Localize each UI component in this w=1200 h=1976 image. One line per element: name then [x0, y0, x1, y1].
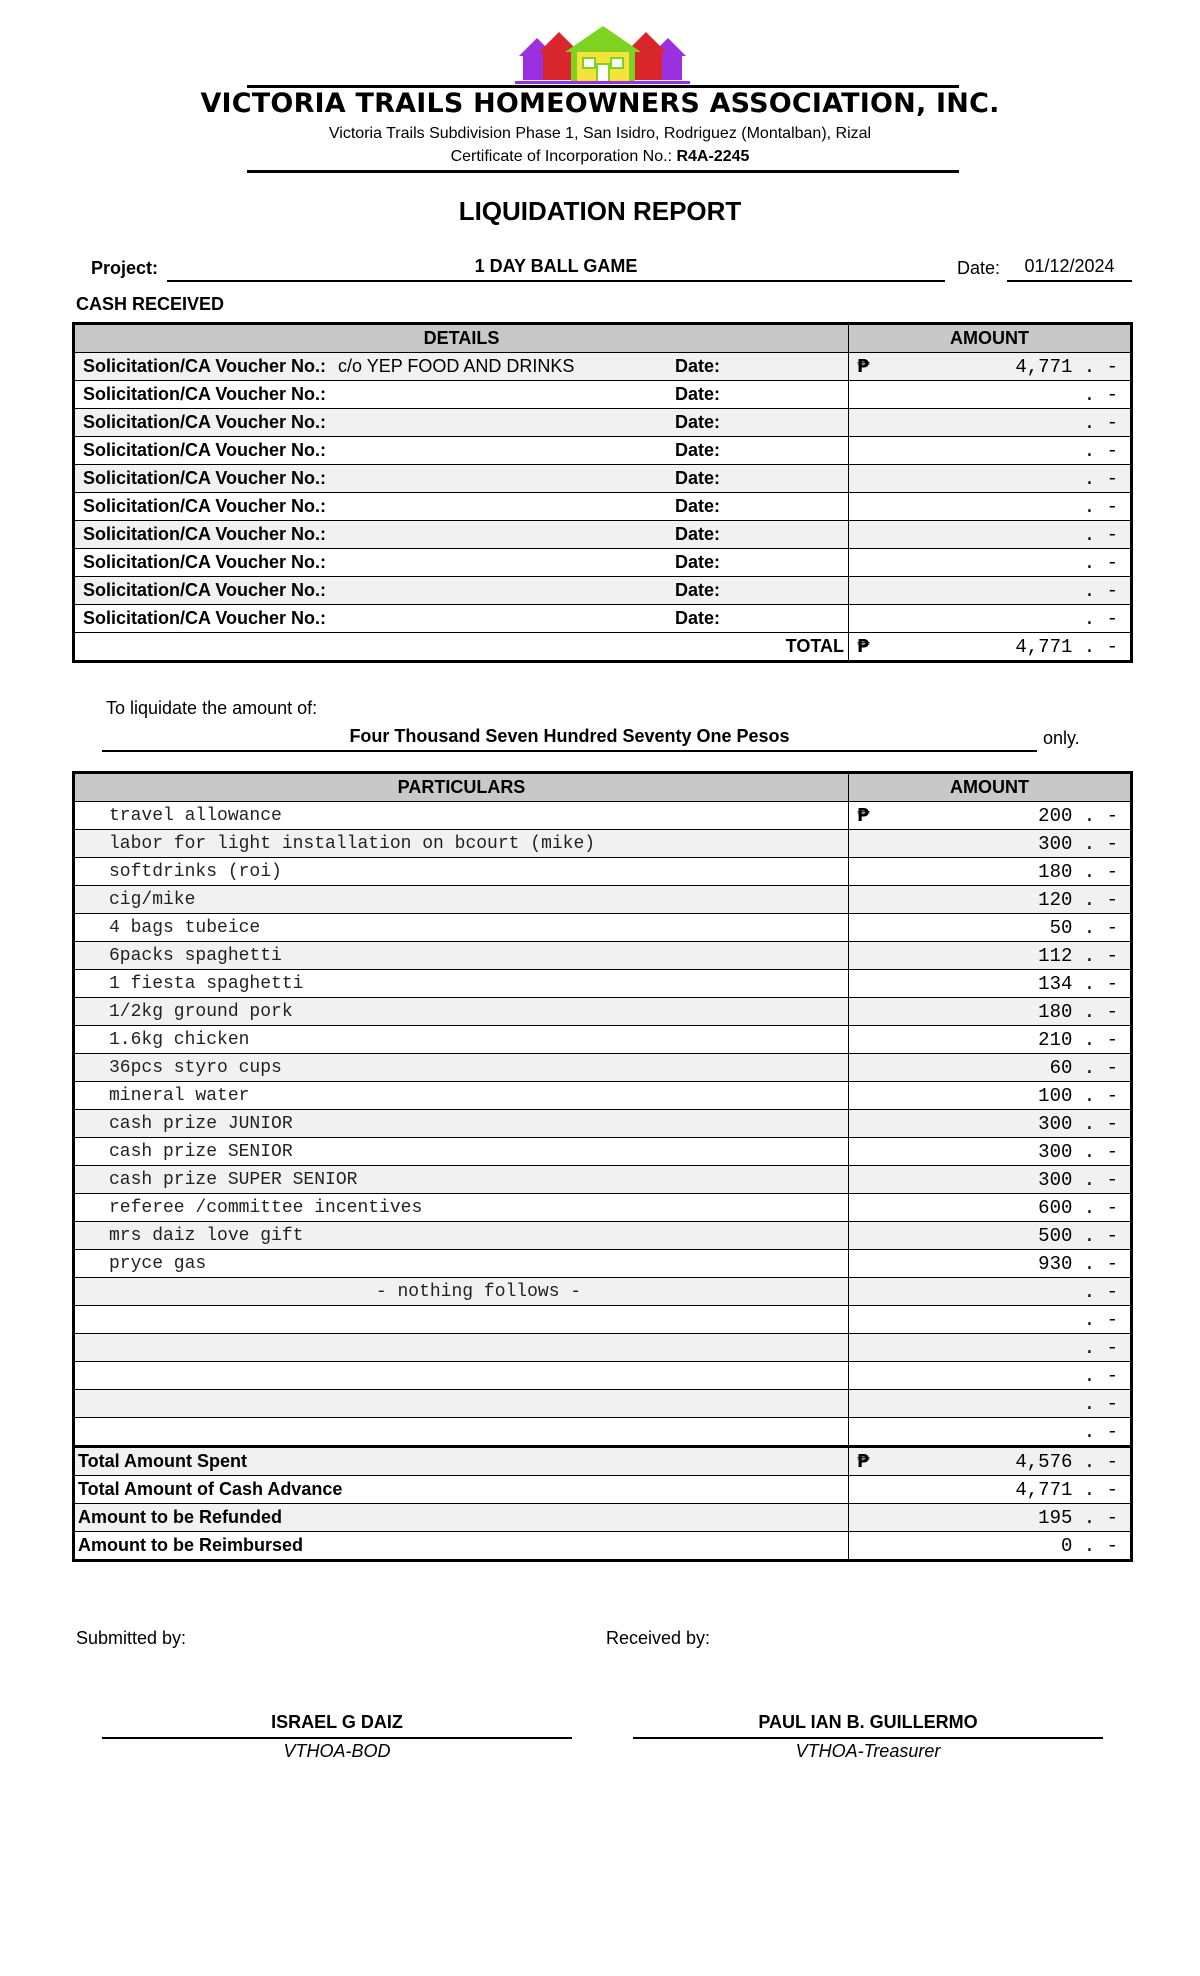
peso-sign: ₱	[857, 805, 870, 826]
voucher-amount	[849, 381, 1132, 409]
particular-amount	[849, 998, 1132, 1026]
particular-amount	[849, 1278, 1132, 1306]
particular-item	[74, 1418, 849, 1447]
amount-value-wrap	[849, 1418, 1130, 1445]
date-label: Date:	[957, 258, 1001, 278]
voucher-date-label: Date:	[675, 580, 721, 600]
voucher-detail	[74, 353, 849, 381]
particular-amount	[849, 942, 1132, 970]
amount-value-wrap	[849, 1222, 1130, 1249]
liquidate-label: To liquidate the amount of:	[106, 698, 318, 718]
amount-value-wrap	[849, 493, 1130, 520]
particular-amount	[849, 1306, 1132, 1334]
voucher-detail	[74, 437, 849, 465]
amount-in-words: Four Thousand Seven Hundred Seventy One Pesos	[102, 726, 1037, 752]
amount-value: 180 . -	[1038, 1001, 1118, 1023]
cash-received-row	[74, 605, 1132, 633]
voucher-date-label: Date:	[675, 468, 721, 488]
particular-item	[74, 1334, 849, 1362]
voucher-label: Solicitation/CA Voucher No.:	[83, 608, 327, 628]
amount-value-wrap	[849, 1110, 1130, 1137]
amount-value-wrap	[849, 353, 1130, 380]
organization-name: VICTORIA TRAILS HOMEOWNERS ASSOCIATION, INC.	[200, 88, 1000, 119]
amount-value: . -	[1083, 384, 1118, 406]
particular-amount	[849, 914, 1132, 942]
voucher-date-label: Date:	[675, 356, 721, 376]
voucher-detail	[74, 465, 849, 493]
voucher-amount	[849, 577, 1132, 605]
summary-label: Total Amount Spent	[74, 1447, 849, 1476]
amount-value-wrap	[849, 1138, 1130, 1165]
cash-received-row	[74, 493, 1132, 521]
particular-item: cash prize SUPER SENIOR	[74, 1166, 849, 1194]
summary-amount	[849, 1447, 1132, 1476]
amount-value-wrap	[849, 998, 1130, 1025]
amount-value-wrap	[849, 1054, 1130, 1081]
particular-row	[74, 1278, 1132, 1306]
amount-value: . -	[1083, 468, 1118, 490]
amount-value-wrap	[849, 1390, 1130, 1417]
amount-value: 195 . -	[1038, 1507, 1118, 1529]
voucher-label: Solicitation/CA Voucher No.:	[83, 552, 327, 572]
voucher-detail	[74, 409, 849, 437]
amount-value-wrap	[849, 886, 1130, 913]
amount-value: 500 . -	[1038, 1225, 1118, 1247]
particular-item: referee /committee incentives	[74, 1194, 849, 1222]
amount-value: . -	[1083, 440, 1118, 462]
particular-amount	[849, 802, 1132, 830]
particular-amount	[849, 830, 1132, 858]
particular-amount	[849, 886, 1132, 914]
amount-value-wrap	[849, 1194, 1130, 1221]
particular-item: cash prize JUNIOR	[74, 1110, 849, 1138]
voucher-label: Solicitation/CA Voucher No.:	[83, 384, 327, 404]
voucher-amount	[849, 549, 1132, 577]
summary-label: Amount to be Refunded	[74, 1504, 849, 1532]
amount-value: 210 . -	[1038, 1029, 1118, 1051]
page-title: LIQUIDATION REPORT	[458, 196, 742, 226]
particular-item: mrs daiz love gift	[74, 1222, 849, 1250]
voucher-amount	[849, 521, 1132, 549]
summary-amount	[849, 1504, 1132, 1532]
amount-value: . -	[1083, 580, 1118, 602]
amount-value-wrap	[849, 1166, 1130, 1193]
particular-amount	[849, 1054, 1132, 1082]
amount-value: 112 . -	[1038, 945, 1118, 967]
particular-row	[74, 914, 1132, 942]
voucher-date-label: Date:	[675, 524, 721, 544]
submitted-by-role: VTHOA-BOD	[283, 1741, 391, 1761]
particular-amount	[849, 1418, 1132, 1447]
particular-amount	[849, 1138, 1132, 1166]
particular-amount	[849, 1362, 1132, 1390]
amount-value: . -	[1083, 524, 1118, 546]
particular-amount	[849, 1222, 1132, 1250]
peso-sign: ₱	[857, 1451, 870, 1472]
summary-row	[74, 1447, 1132, 1476]
amount-header: AMOUNT	[849, 324, 1132, 353]
amount-value: 200 . -	[1038, 805, 1118, 827]
particular-item	[74, 1362, 849, 1390]
cash-received-label: CASH RECEIVED	[76, 294, 225, 314]
amount-value-wrap	[849, 633, 1130, 660]
amount-value-wrap	[849, 381, 1130, 408]
voucher-date-label: Date:	[675, 412, 721, 432]
particular-item: travel allowance	[74, 802, 849, 830]
amount-value-wrap	[849, 577, 1130, 604]
summary-row	[74, 1532, 1132, 1561]
amount-value-wrap	[849, 830, 1130, 857]
amount-value-wrap	[849, 1082, 1130, 1109]
amount-value-wrap	[849, 802, 1130, 829]
total-amount	[849, 633, 1132, 662]
voucher-date-label: Date:	[675, 608, 721, 628]
amount-value-wrap	[849, 1250, 1130, 1277]
amount-value: . -	[1083, 1309, 1118, 1331]
amount-value-wrap	[849, 1334, 1130, 1361]
amount-value: 4,576 . -	[1015, 1451, 1118, 1473]
particular-row	[74, 998, 1132, 1026]
particular-row	[74, 1166, 1132, 1194]
summary-row	[74, 1504, 1132, 1532]
voucher-label: Solicitation/CA Voucher No.:	[83, 440, 327, 460]
received-by-role: VTHOA-Treasurer	[795, 1741, 941, 1761]
particular-row	[74, 1334, 1132, 1362]
voucher-date-label: Date:	[675, 384, 721, 404]
amount-value: . -	[1083, 412, 1118, 434]
particular-amount	[849, 858, 1132, 886]
amount-value: . -	[1083, 1393, 1118, 1415]
particular-item: mineral water	[74, 1082, 849, 1110]
voucher-value: c/o YEP FOOD AND DRINKS	[338, 356, 575, 376]
amount-value: . -	[1083, 1421, 1118, 1443]
submitted-by-label: Submitted by:	[76, 1628, 187, 1648]
particular-amount	[849, 1026, 1132, 1054]
particular-item: pryce gas	[74, 1250, 849, 1278]
amount-value: . -	[1083, 1337, 1118, 1359]
cash-received-total-row	[74, 633, 1132, 662]
summary-amount	[849, 1476, 1132, 1504]
particular-item: labor for light installation on bcourt (mike)	[74, 830, 849, 858]
voucher-amount	[849, 605, 1132, 633]
particular-amount	[849, 970, 1132, 998]
submitted-signature-line	[102, 1737, 572, 1739]
particulars-header: PARTICULARS	[74, 773, 849, 802]
particular-item: 1 fiesta spaghetti	[74, 970, 849, 998]
amount-in-words-suffix: only.	[1043, 728, 1080, 748]
particular-row	[74, 1362, 1132, 1390]
received-by-name: PAUL IAN B. GUILLERMO	[758, 1712, 978, 1732]
amount-value-wrap	[849, 942, 1130, 969]
voucher-detail	[74, 381, 849, 409]
amount-value: . -	[1083, 1281, 1118, 1303]
particular-item: cash prize SENIOR	[74, 1138, 849, 1166]
particular-amount	[849, 1194, 1132, 1222]
amount-value-wrap	[849, 465, 1130, 492]
voucher-date-label: Date:	[675, 496, 721, 516]
amount-value-wrap	[849, 970, 1130, 997]
particulars-table	[72, 771, 1133, 1562]
header-bottom-rule	[247, 170, 959, 173]
voucher-date-label: Date:	[675, 440, 721, 460]
voucher-label: Solicitation/CA Voucher No.:	[83, 496, 327, 516]
amount-value-wrap	[849, 858, 1130, 885]
voucher-label: Solicitation/CA Voucher No.:	[83, 468, 327, 488]
cash-received-table	[72, 322, 1133, 663]
particular-item: 4 bags tubeice	[74, 914, 849, 942]
summary-row	[74, 1476, 1132, 1504]
cash-received-row	[74, 521, 1132, 549]
amount-value: 100 . -	[1038, 1085, 1118, 1107]
amount-value-wrap	[849, 1026, 1130, 1053]
amount-value: 300 . -	[1038, 1141, 1118, 1163]
particular-amount	[849, 1166, 1132, 1194]
particular-item: cig/mike	[74, 886, 849, 914]
particular-item	[74, 1390, 849, 1418]
amount-value-wrap	[849, 1362, 1130, 1389]
amount-value-wrap	[849, 409, 1130, 436]
particular-row	[74, 942, 1132, 970]
peso-sign: ₱	[857, 636, 870, 657]
voucher-amount	[849, 353, 1132, 381]
total-label: TOTAL	[74, 633, 849, 662]
amount-value: 300 . -	[1038, 833, 1118, 855]
cash-received-row	[74, 381, 1132, 409]
amount-value: 120 . -	[1038, 889, 1118, 911]
particular-item	[74, 1306, 849, 1334]
amount-value: . -	[1083, 496, 1118, 518]
particular-row	[74, 1054, 1132, 1082]
voucher-label: Solicitation/CA Voucher No.:	[83, 580, 327, 600]
particular-row	[74, 1138, 1132, 1166]
voucher-detail	[74, 577, 849, 605]
cash-received-row	[74, 577, 1132, 605]
project-label: Project:	[91, 258, 159, 278]
amount-value: 50 . -	[1049, 917, 1118, 939]
particular-row	[74, 886, 1132, 914]
amount-value-wrap	[849, 605, 1130, 632]
amount-value: 134 . -	[1038, 973, 1118, 995]
particular-item: 36pcs styro cups	[74, 1054, 849, 1082]
particular-amount	[849, 1250, 1132, 1278]
amount-value: 60 . -	[1049, 1057, 1118, 1079]
particular-row	[74, 1250, 1132, 1278]
particular-row	[74, 1110, 1132, 1138]
particular-item: softdrinks (roi)	[74, 858, 849, 886]
amount-value: 4,771 . -	[1015, 356, 1118, 378]
particular-row	[74, 1222, 1132, 1250]
particular-row	[74, 1026, 1132, 1054]
voucher-detail	[74, 605, 849, 633]
particular-amount	[849, 1110, 1132, 1138]
particular-amount	[849, 1390, 1132, 1418]
amount-value: 300 . -	[1038, 1113, 1118, 1135]
organization-address: Victoria Trails Subdivision Phase 1, San Isidro, Rodriguez (Montalban), Rizal	[328, 125, 872, 142]
amount-value: 600 . -	[1038, 1197, 1118, 1219]
received-by-label: Received by:	[606, 1628, 711, 1648]
particular-amount	[849, 1334, 1132, 1362]
cash-received-row	[74, 353, 1132, 381]
amount-value: 4,771 . -	[1015, 1479, 1118, 1501]
particulars-amount-header: AMOUNT	[849, 773, 1132, 802]
received-signature-line	[633, 1737, 1103, 1739]
summary-label: Amount to be Reimbursed	[74, 1532, 849, 1561]
amount-value: . -	[1083, 1365, 1118, 1387]
amount-value-wrap	[849, 437, 1130, 464]
amount-value: 180 . -	[1038, 861, 1118, 883]
particular-amount	[849, 1082, 1132, 1110]
voucher-detail	[74, 493, 849, 521]
summary-amount	[849, 1532, 1132, 1561]
particular-row	[74, 970, 1132, 998]
certificate-of-incorporation: Certificate of Incorporation No.: R4A-2245	[450, 148, 750, 165]
cash-received-row	[74, 465, 1132, 493]
particular-row	[74, 1194, 1132, 1222]
particular-item: - nothing follows -	[74, 1278, 849, 1306]
voucher-date-label: Date:	[675, 552, 721, 572]
cash-received-row	[74, 549, 1132, 577]
voucher-amount	[849, 493, 1132, 521]
voucher-label: Solicitation/CA Voucher No.:	[83, 356, 327, 376]
particular-row	[74, 802, 1132, 830]
amount-value: . -	[1083, 608, 1118, 630]
amount-value-wrap	[849, 1476, 1130, 1503]
summary-label: Total Amount of Cash Advance	[74, 1476, 849, 1504]
voucher-amount	[849, 437, 1132, 465]
particular-row	[74, 1418, 1132, 1447]
amount-value-wrap	[849, 549, 1130, 576]
project-value: 1 DAY BALL GAME	[167, 256, 945, 282]
amount-value-wrap	[849, 1278, 1130, 1305]
peso-sign: ₱	[857, 356, 870, 377]
voucher-label: Solicitation/CA Voucher No.:	[83, 412, 327, 432]
header-top-rule	[247, 85, 959, 88]
amount-value-wrap	[849, 1532, 1130, 1559]
voucher-detail	[74, 521, 849, 549]
particular-row	[74, 858, 1132, 886]
amount-value-wrap	[849, 1448, 1130, 1475]
particular-item: 1.6kg chicken	[74, 1026, 849, 1054]
voucher-detail	[74, 549, 849, 577]
amount-value: 300 . -	[1038, 1169, 1118, 1191]
report-date: 01/12/2024	[1007, 256, 1132, 282]
amount-value-wrap	[849, 521, 1130, 548]
voucher-amount	[849, 465, 1132, 493]
association-logo-houses	[515, 26, 690, 84]
particular-row	[74, 830, 1132, 858]
amount-value: . -	[1083, 552, 1118, 574]
cash-received-row	[74, 409, 1132, 437]
amount-value-wrap	[849, 914, 1130, 941]
amount-value: 4,771 . -	[1015, 636, 1118, 658]
particular-item: 1/2kg ground pork	[74, 998, 849, 1026]
amount-value-wrap	[849, 1306, 1130, 1333]
amount-value-wrap	[849, 1504, 1130, 1531]
particular-row	[74, 1306, 1132, 1334]
voucher-label: Solicitation/CA Voucher No.:	[83, 524, 327, 544]
voucher-amount	[849, 409, 1132, 437]
cash-received-row	[74, 437, 1132, 465]
particular-row	[74, 1082, 1132, 1110]
amount-value: 930 . -	[1038, 1253, 1118, 1275]
submitted-by-name: ISRAEL G DAIZ	[271, 1712, 403, 1732]
details-header: DETAILS	[74, 324, 849, 353]
particular-item: 6packs spaghetti	[74, 942, 849, 970]
amount-value: 0 . -	[1060, 1535, 1118, 1557]
particular-row	[74, 1390, 1132, 1418]
